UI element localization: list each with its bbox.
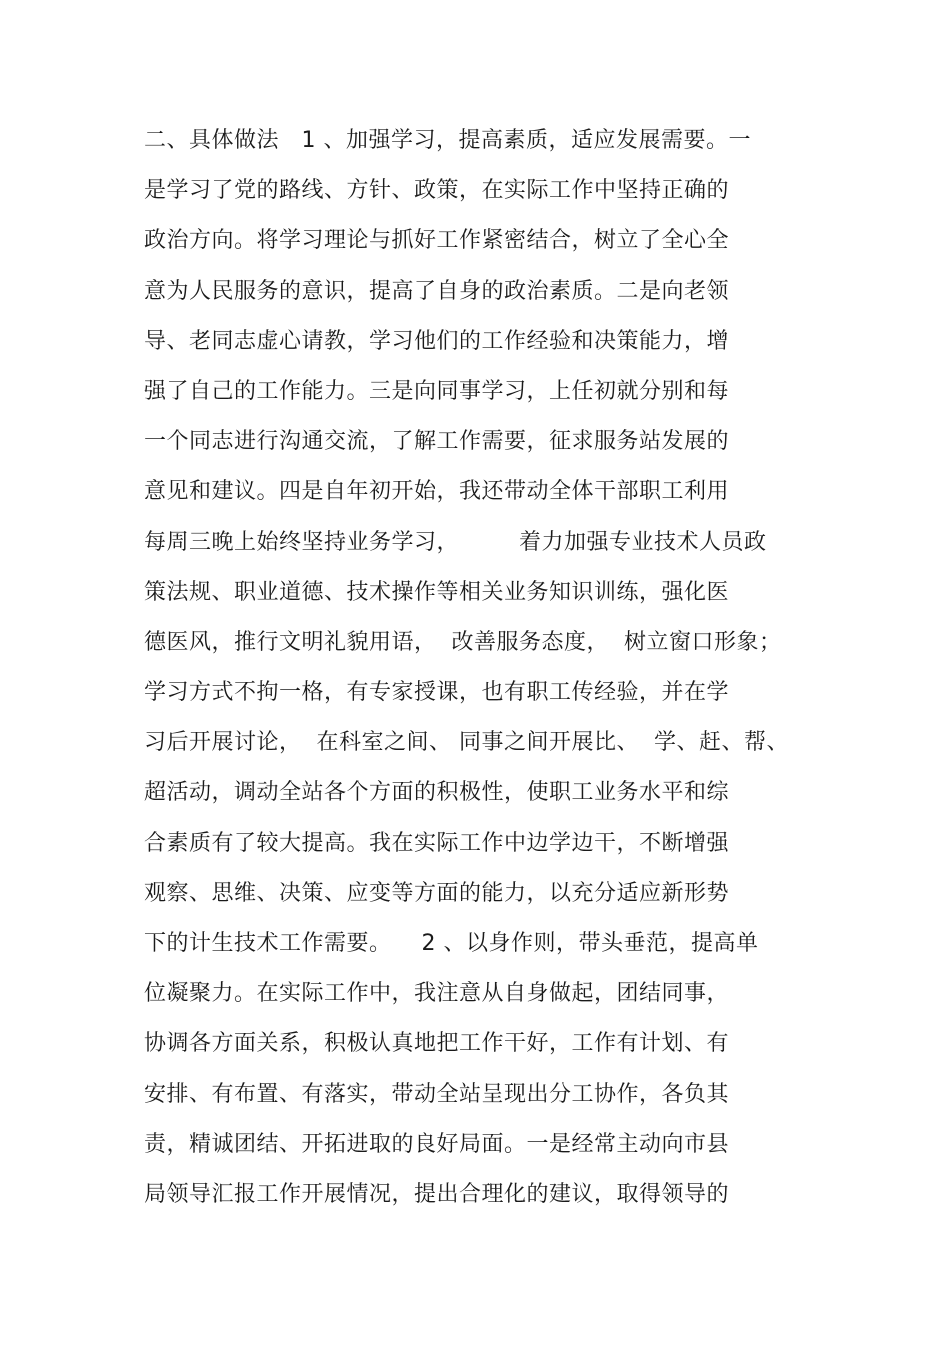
text-line: 观察、思维、决策、应变等方面的能力，以充分适应新形势 — [144, 880, 730, 906]
text-line: 协调各方面关系，积极认真地把工作干好，工作有计划、有 — [144, 1031, 730, 1057]
text-line: 策法规、职业道德、技术操作等相关业务知识训练，强化医 — [144, 579, 730, 605]
text-line: 二、具体做法 1 、加强学习，提高素质，适应发展需要。一 — [144, 128, 751, 153]
body-text — [144, 120, 824, 1224]
text-line: 责，精诚团结、开拓进取的良好局面。一是经常主动向市县 — [144, 1131, 730, 1157]
text-line: 德医风，推行文明礼貌用语， 改善服务态度， 树立窗口形象； — [144, 629, 782, 655]
text-line: 超活动，调动全站各个方面的积极性，使职工业务水平和综 — [144, 780, 730, 806]
text-line: 意为人民服务的意识，提高了自身的政治素质。二是向老领 — [144, 278, 730, 304]
text-line: 政治方向。将学习理论与抓好工作紧密结合，树立了全心全 — [144, 228, 730, 254]
text-line: 合素质有了较大提高。我在实际工作中边学边干，不断增强 — [144, 830, 730, 856]
text-line: 局领导汇报工作开展情况，提出合理化的建议，取得领导的 — [144, 1181, 730, 1207]
text-line: 下的计生技术工作需要。 2 、以身作则，带头垂范，提高单 — [144, 931, 759, 956]
text-line: 位凝聚力。在实际工作中，我注意从自身做起，团结同事， — [144, 981, 730, 1007]
text-line: 强了自己的工作能力。三是向同事学习，上任初就分别和每 — [144, 378, 730, 404]
text-line: 导、老同志虚心请教，学习他们的工作经验和决策能力，增 — [144, 328, 730, 354]
text-line: 一个同志进行沟通交流，了解工作需要，征求服务站发展的 — [144, 429, 730, 455]
text-line: 每周三晚上始终坚持业务学习， 着力加强专业技术人员政 — [144, 529, 767, 555]
text-line: 是学习了党的路线、方针、政策，在实际工作中坚持正确的 — [144, 178, 730, 204]
text-line: 学习方式不拘一格，有专家授课，也有职工传经验，并在学 — [144, 680, 730, 706]
text-line: 习后开展讨论， 在科室之间、 同事之间开展比、 学、赶、帮、 — [144, 730, 789, 756]
text-line: 意见和建议。四是自年初开始，我还带动全体干部职工利用 — [144, 479, 730, 505]
text-line: 安排、有布置、有落实，带动全站呈现出分工协作，各负其 — [144, 1081, 730, 1107]
